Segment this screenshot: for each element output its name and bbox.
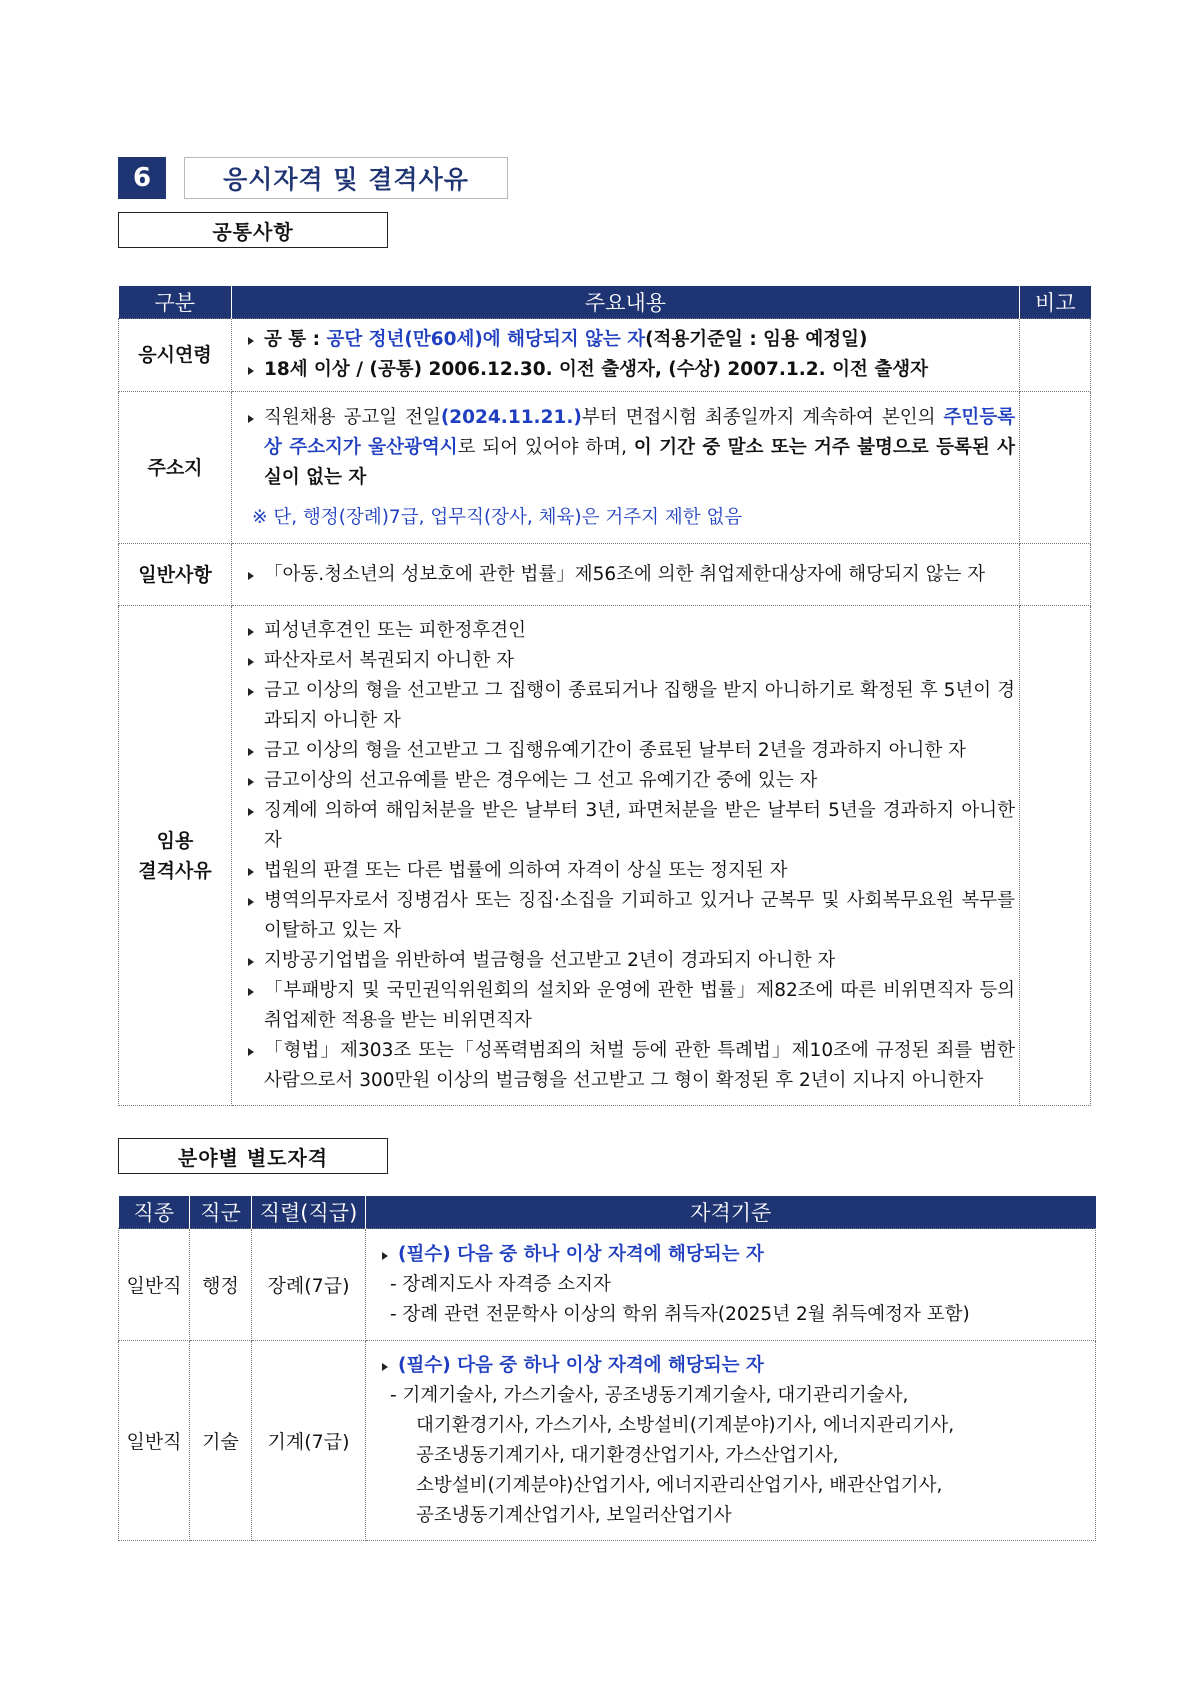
job-type: 일반직 [119, 1341, 190, 1541]
list-item: 금고 이상의 형을 선고받고 그 집행이 종료되거나 집행을 받지 아니하기로 확정된 후 5년이 경과되지 아니한 자 [246, 676, 1015, 736]
field-heading: 분야별 별도자격 [118, 1138, 388, 1174]
criteria-line: 공조냉동기계산업기사, 보일러산업기사 [416, 1504, 732, 1526]
criteria-line: - 장례 관련 전문학사 이상의 학위 취득자(2025년 2월 취득예정자 포함) [390, 1303, 970, 1325]
list-item: 징계에 의하여 해임처분을 받은 날부터 3년, 파면처분을 받은 날부터 5년을 경과하지 아니한 자 [246, 796, 1015, 856]
list-item: 「형법」제303조 또는「성폭력범죄의 처벌 등에 관한 특례법」제10조에 규정된 죄를 범한 사람으로서 300만원 이상의 벌금형을 선고받고 그 형이 확정된 후 2년이 지나지 아니한자 [246, 1036, 1015, 1096]
address-requirement: 직원채용 공고일 전일(2024.11.21.)부터 면접시험 최종일까지 계속하여 본인의 주민등록상 주소지가 울산광역시로 되어 있어야 하며, 이 기간 중 말소 또는 거주 불명으로 등록된 사실이 없는 자 [246, 403, 1015, 493]
criteria-line: 공조냉동기계기사, 대기환경산업기사, 가스산업기사, [416, 1444, 839, 1466]
job-series: 장례(7급) [252, 1229, 366, 1341]
age-label: 응시연령 [119, 319, 232, 392]
row-general [119, 544, 1091, 606]
address-note: ※ 단, 행정(장례)7급, 업무직(장사, 체육)은 거주지 제한 없음 [252, 506, 743, 528]
criteria-required: (필수) 다음 중 하나 이상 자격에 해당되는 자 [380, 1240, 1091, 1270]
table-row [119, 1341, 1096, 1541]
common-heading: 공통사항 [118, 212, 388, 248]
criteria-line: - 장례지도사 자격증 소지자 [390, 1273, 611, 1295]
header-job-type: 직종 [119, 1196, 190, 1229]
general-content [232, 544, 1020, 606]
header-remarks: 비고 [1020, 286, 1091, 319]
header-job-group: 직군 [190, 1196, 252, 1229]
common-header-row [119, 286, 1091, 319]
field-header-row [119, 1196, 1096, 1229]
row-disqualify [119, 606, 1091, 1106]
header-content: 주요내용 [232, 286, 1020, 319]
list-item: 피성년후견인 또는 피한정후견인 [246, 616, 1015, 646]
section-number: 6 [118, 157, 166, 199]
criteria [366, 1341, 1096, 1541]
list-item: 금고이상의 선고유예를 받은 경우에는 그 선고 유예기간 중에 있는 자 [246, 766, 1015, 796]
criteria [366, 1229, 1096, 1341]
age-line-1: 공 통 : 공단 정년(만60세)에 해당되지 않는 자(적용기준일 : 임용 예정일) [246, 325, 1015, 355]
list-item: 병역의무자로서 징병검사 또는 징집·소집을 기피하고 있거나 군복무 및 사회복무요원 복무를 이탈하고 있는 자 [246, 886, 1015, 946]
job-type: 일반직 [119, 1229, 190, 1341]
address-label: 주소지 [119, 392, 232, 544]
age-remarks [1020, 319, 1091, 392]
address-content [232, 392, 1020, 544]
general-label: 일반사항 [119, 544, 232, 606]
field-table [118, 1196, 1096, 1541]
section-title: 응시자격 및 결격사유 [184, 157, 508, 199]
job-group: 행정 [190, 1229, 252, 1341]
list-item: 「부패방지 및 국민권익위원회의 설치와 운영에 관한 법률」제82조에 따른 비위면직자 등의 취업제한 적용을 받는 비위면직자 [246, 976, 1015, 1036]
job-group: 기술 [190, 1341, 252, 1541]
job-series: 기계(7급) [252, 1341, 366, 1541]
age-content [232, 319, 1020, 392]
header-category: 구분 [119, 286, 232, 319]
disqualify-label: 임용 결격사유 [119, 606, 232, 1106]
criteria-line: 대기환경기사, 가스기사, 소방설비(기계분야)기사, 에너지관리기사, [416, 1414, 955, 1436]
common-table [118, 286, 1091, 1106]
table-row [119, 1229, 1096, 1341]
row-age [119, 319, 1091, 392]
list-item: 지방공기업법을 위반하여 벌금형을 선고받고 2년이 경과되지 아니한 자 [246, 946, 1015, 976]
header-criteria: 자격기준 [366, 1196, 1096, 1229]
list-item: 금고 이상의 형을 선고받고 그 집행유예기간이 종료된 날부터 2년을 경과하지 아니한 자 [246, 736, 1015, 766]
list-item: 파산자로서 복권되지 아니한 자 [246, 646, 1015, 676]
criteria-line: 소방설비(기계분야)산업기사, 에너지관리산업기사, 배관산업기사, [416, 1474, 943, 1496]
list-item: 법원의 판결 또는 다른 법률에 의하여 자격이 상실 또는 정지된 자 [246, 856, 1015, 886]
address-remarks [1020, 392, 1091, 544]
disqualify-remarks [1020, 606, 1091, 1106]
general-remarks [1020, 544, 1091, 606]
row-address [119, 392, 1091, 544]
disqualify-content [232, 606, 1020, 1106]
header-job-series: 직렬(직급) [252, 1196, 366, 1229]
age-line-2: 18세 이상 / (공통) 2006.12.30. 이전 출생자, (수상) 2007.1.2. 이전 출생자 [246, 355, 1015, 385]
criteria-line: - 기계기술사, 가스기술사, 공조냉동기계기술사, 대기관리기술사, [390, 1384, 909, 1406]
general-item: 「아동.청소년의 성보호에 관한 법률」제56조에 의한 취업제한대상자에 해당되지 않는 자 [246, 560, 1015, 590]
criteria-required: (필수) 다음 중 하나 이상 자격에 해당되는 자 [380, 1351, 1091, 1381]
